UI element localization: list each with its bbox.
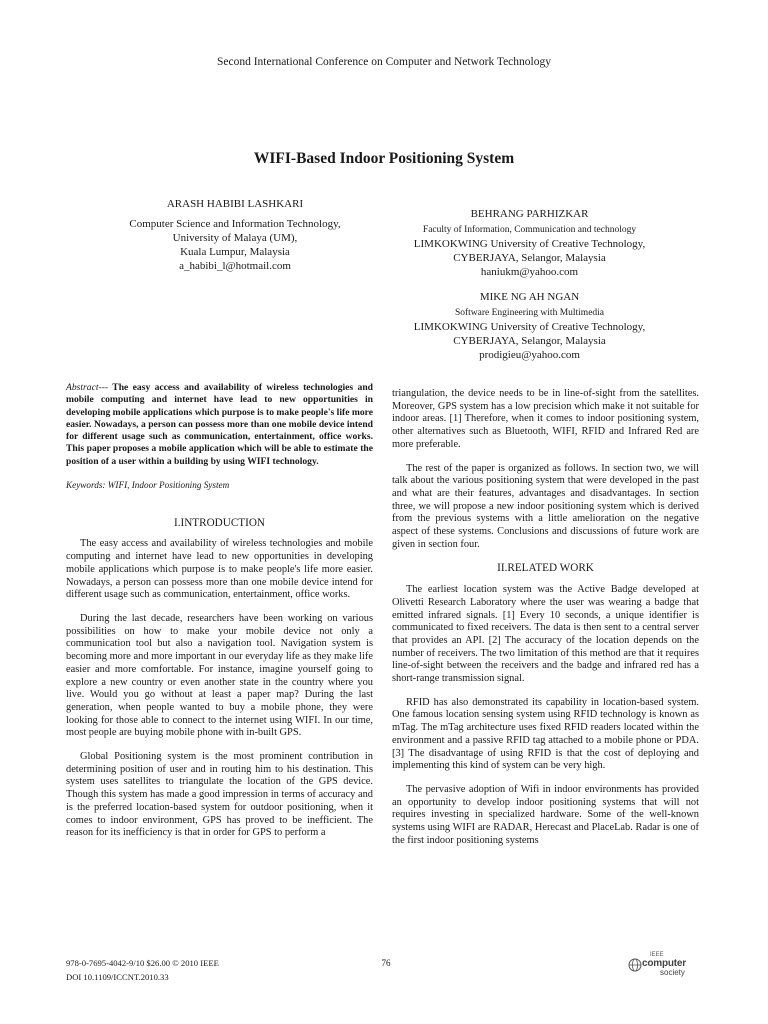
page-number: 76: [381, 958, 391, 968]
affiliation-line: LIMKOKWING University of Creative Technology,: [413, 321, 646, 333]
author-email: prodigieu@yahoo.com: [479, 349, 580, 361]
logo-ieee-text: IEEE: [650, 952, 664, 958]
paragraph: The rest of the paper is organized as follows. In section two, we will talk about the various positioning system that were developed in the past and what are their features, advantages and disadvantages. In section three, we will propose a new indoor positioning system which is derived from the previous systems with a little amelioration on the negative aspect of these systems. Conclusions and discussions of future work are given in section four.: [392, 462, 699, 550]
author-email: a_habibi_l@hotmail.com: [179, 260, 291, 272]
affiliation-line: CYBERJAYA, Selangor, Malaysia: [453, 252, 606, 264]
abstract: [66, 382, 373, 468]
faculty-line: Software Engineering with Multimedia: [454, 308, 605, 318]
author-name: BEHRANG PARHIZKAR: [470, 208, 589, 220]
footer-left: [66, 956, 219, 984]
paragraph: During the last decade, researchers have been working on various possibilities on how to make your mobile device not only a communication tool but also a navigation tool. Navigation system is becoming more and more important in our everyday life as they make life easier and more comfortable. For instance, imagine yourself going to explore a new country or even another state in the country where you live. Would you go without at least a paper map? During the last generation, when people wanted to buy a mobile phone, they were looking for those able to connect to the internet using WIFI. In our time, most people are buying mobile phone with in-built GPS.: [66, 613, 373, 739]
right-column: [392, 388, 699, 859]
keywords: Keywords: WIFI, Indoor Positioning System: [66, 480, 230, 491]
affiliation-line: University of Malaya (UM),: [172, 232, 298, 244]
author-block-2: [392, 207, 667, 279]
paragraph: RFID has also demonstrated its capability in location-based system. One famous location sensing system using RFID technology is known as mTag. The mTag architecture uses fixed RFID readers located within the environment and a passive RFID tag attached to a mobile phone or PDA. [3] The disadvantage of using RFID is that the cost of deploying and implementing this kind of system can be very high.: [392, 696, 699, 772]
affiliation-line: Computer Science and Information Technology,: [129, 218, 341, 230]
isbn-line: 978-0-7695-4042-9/10 $26.00 © 2010 IEEE: [66, 958, 219, 968]
author-name: ARASH HABIBI LASHKARI: [166, 198, 304, 210]
author-name: MIKE NG AH NGAN: [479, 291, 580, 303]
affiliation-line: Kuala Lumpur, Malaysia: [180, 246, 290, 258]
paragraph: triangulation, the device needs to be in line-of-sight from the satellites. Moreover, GPS system has a low precision which make it not suitable for indoor areas. [1] Therefore, when it comes to indoor positioning system, other alternatives such as Bluetooth, WIFI, RFID and Infrared Red are more preferable.: [392, 388, 699, 450]
abstract-text: The easy access and availability of wireless technologies and mobile computing and internet have lead to new opportunities in developing mobile applications which purpose is to make people's life more easier. Nowadays, a person can possess more than one mobile device intend for different usage such as communication, entertainment, office works. This paper proposes a mobile application which will be able to estimate the position of a user within a building by using WIFI technology.: [66, 382, 373, 467]
affiliation-line: CYBERJAYA, Selangor, Malaysia: [453, 335, 606, 347]
paper-title: WIFI-Based Indoor Positioning System: [253, 150, 515, 167]
section-heading-introduction: I.INTRODUCTION: [173, 516, 266, 529]
globe-icon: [628, 958, 642, 972]
faculty-line: Faculty of Information, Communication and technology: [422, 225, 637, 235]
paragraph: The pervasive adoption of Wifi in indoor environments has provided an opportunity to develop indoor positioning systems that will not requires investing in specialized hardware. Some of the well-known systems using WIFI are RADAR, Herecast and PlaceLab. Radar is one of the first indoor positioning systems: [392, 783, 699, 846]
logo-computer-text: computer: [642, 958, 686, 969]
author-block-3: [392, 290, 667, 362]
affiliation-line: LIMKOKWING University of Creative Technology,: [413, 238, 646, 250]
author-block-1: [100, 197, 370, 273]
section-heading-related-work: II.RELATED WORK: [497, 562, 594, 575]
paragraph: Global Positioning system is the most prominent contribution in determining position of user and in routing him to his destination. This system uses satellites to triangulate the location of the GPS device. Though this system has made a good impression in terms of accuracy and is the preferred location-based system for outdoor positioning, when it comes to indoor environment, GPS has proved to be inefficient. The reason for its inefficiency is that in order for GPS to perform a: [66, 751, 373, 839]
paragraph: The earliest location system was the Active Badge developed at Olivetti Research Laboratory where the user was wearing a badge that emitted infrared signals. [1] Every 10 seconds, a unique identifier is communicated to fixed receivers. The data is then sent to a central server that provides an API. [2] The accuracy of the location depends on the number of receivers. The two limitation of this method are that it requires line-of-sight between the receivers and the badge and infrared red has a short-range transmission signal.: [392, 584, 699, 685]
author-email: haniukm@yahoo.com: [480, 266, 579, 278]
ieee-computer-society-logo: [626, 952, 706, 980]
doi-line: DOI 10.1109/ICCNT.2010.33: [66, 972, 169, 982]
abstract-lead: Abstract---: [66, 382, 109, 393]
paragraph: The easy access and availability of wireless technologies and mobile computing and internet have lead to new opportunities in developing mobile applications which purpose is to make people's life more easier. Nowadays, a person can possess more than one mobile device intend for different usage such as communication, entertainment, office works.: [66, 538, 373, 601]
logo-society-text: society: [660, 968, 685, 977]
conference-header: Second International Conference on Computer and Network Technology: [217, 56, 551, 68]
left-column: [66, 382, 373, 851]
